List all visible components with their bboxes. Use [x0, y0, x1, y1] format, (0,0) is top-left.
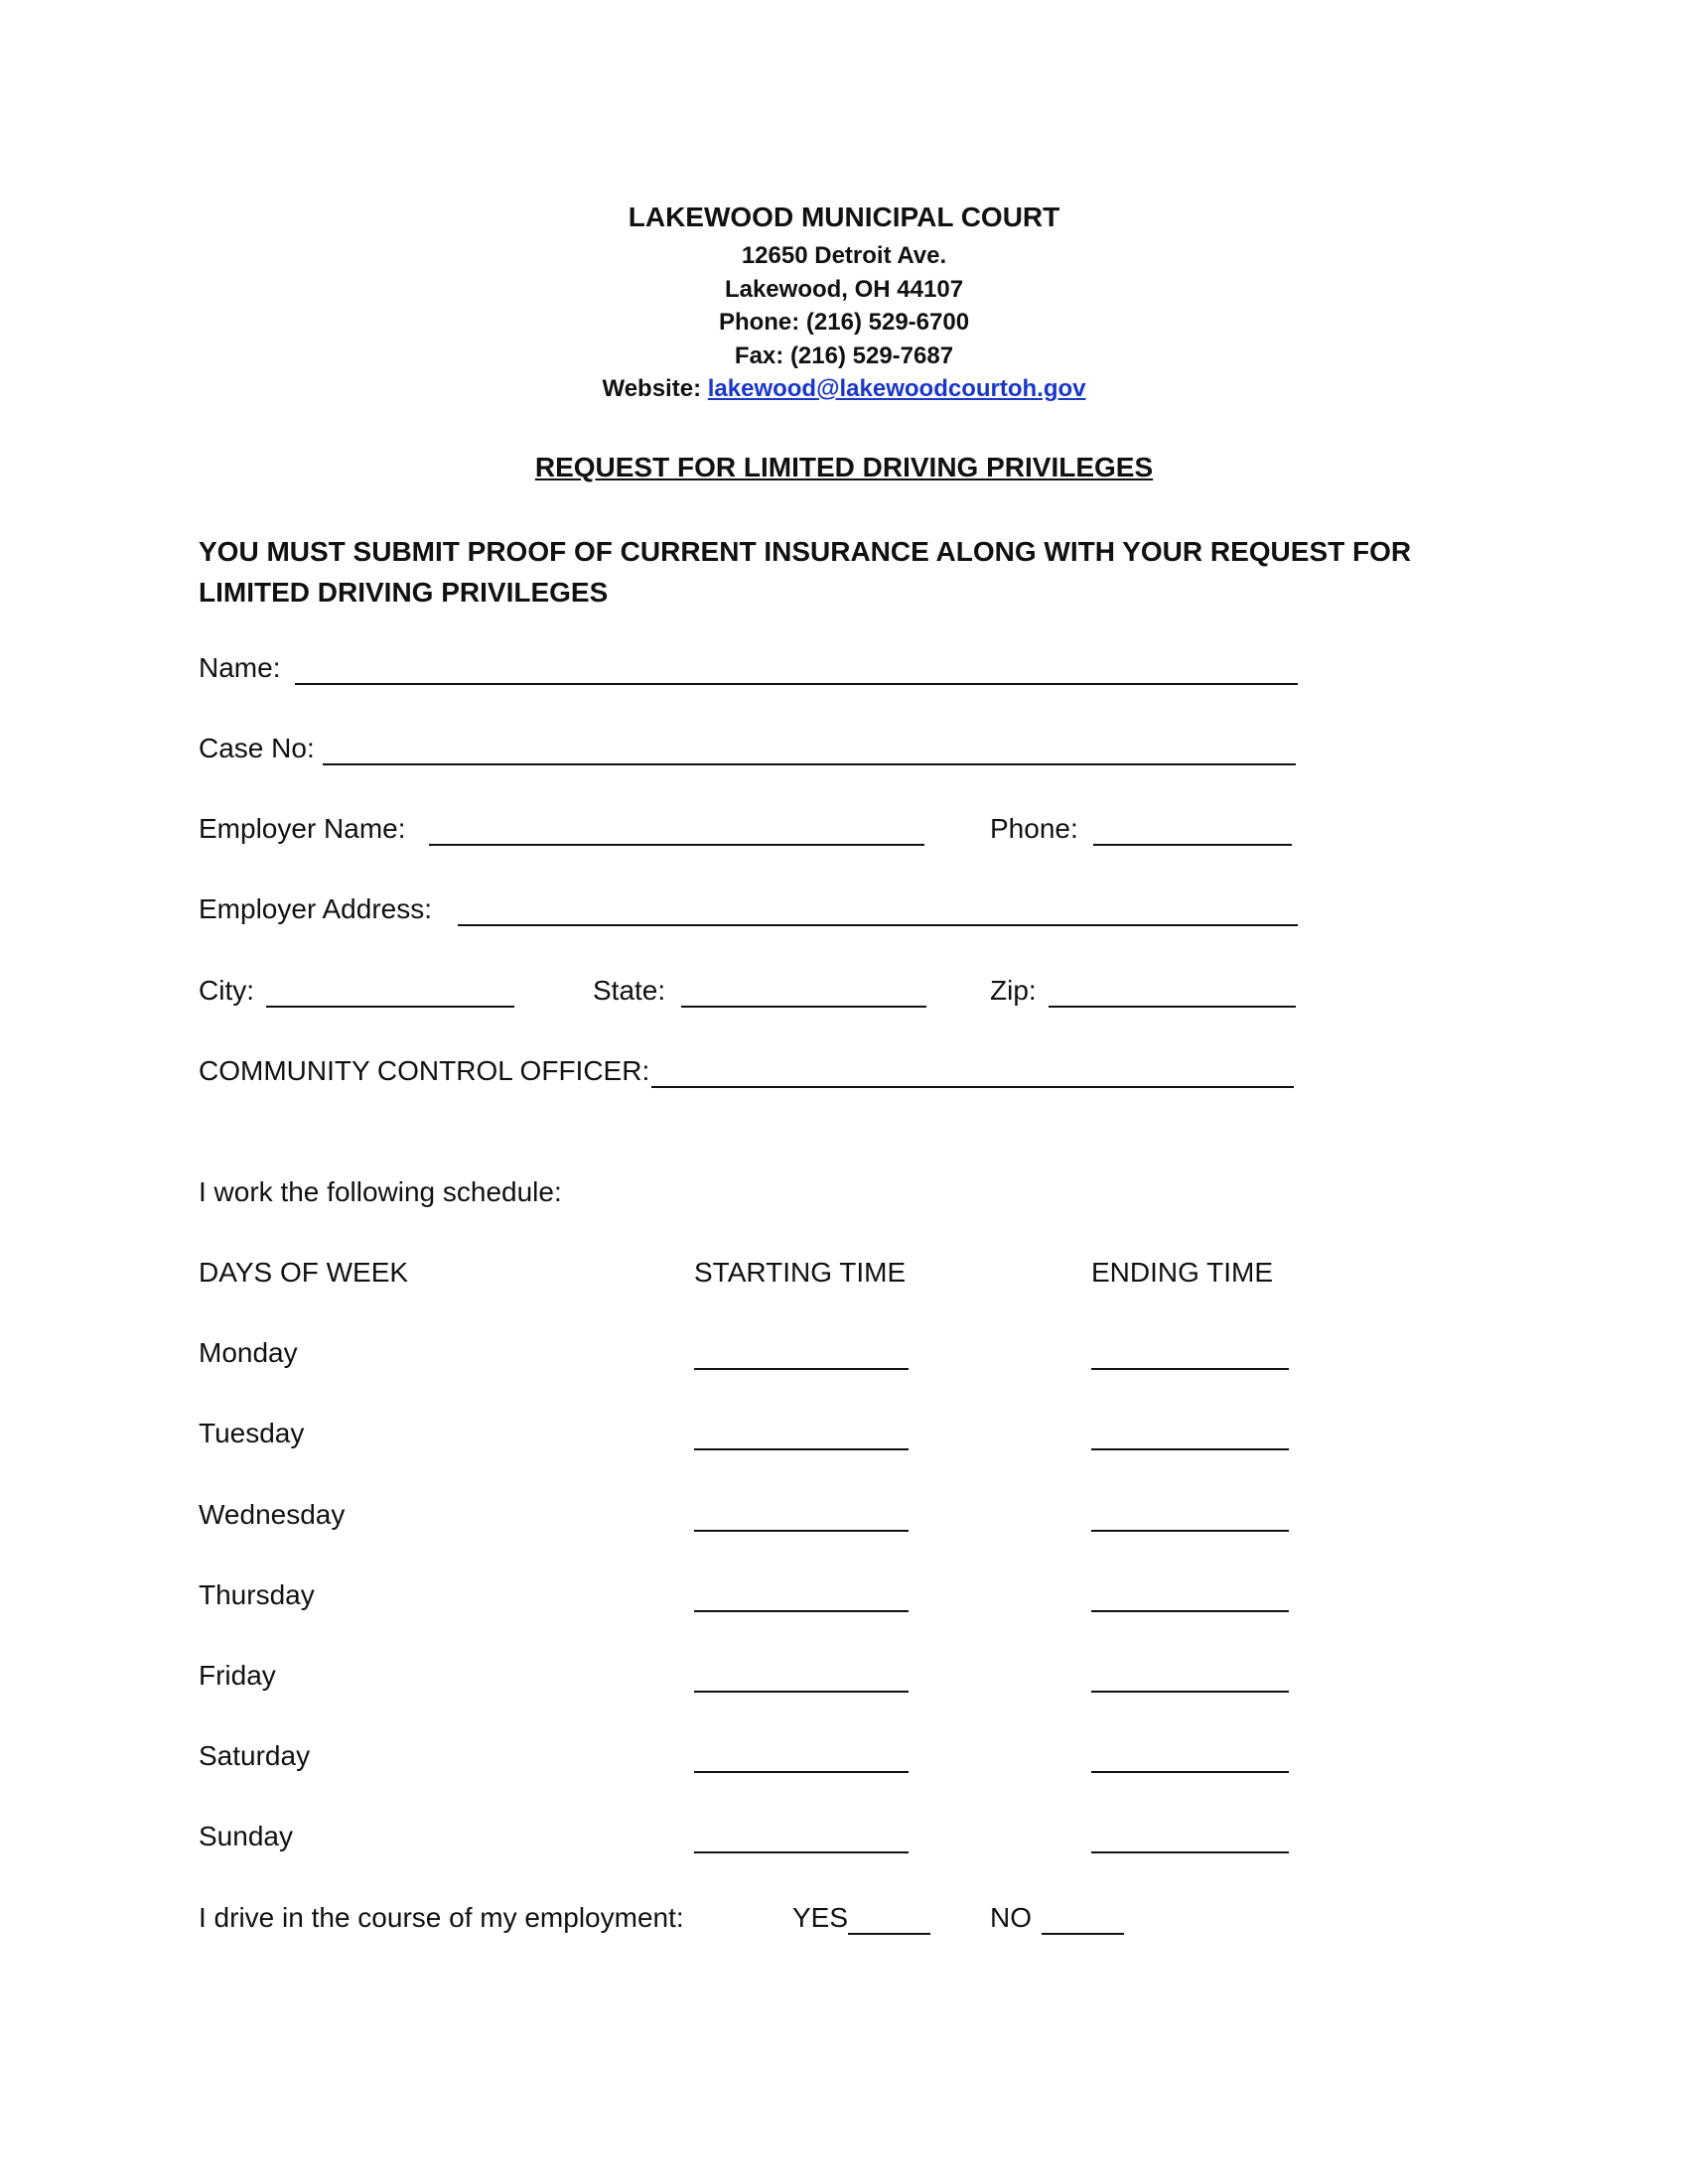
thursday-start-field[interactable] [694, 1610, 909, 1612]
insurance-notice: YOU MUST SUBMIT PROOF OF CURRENT INSURANCE ALONG WITH YOUR REQUEST FOR LIMITED DRIVING PRIVILEGES [199, 536, 1412, 608]
case-no-label: Case No: [199, 733, 315, 763]
name-field[interactable] [295, 683, 1298, 685]
day-label-saturday: Saturday [199, 1740, 311, 1771]
day-label-thursday: Thursday [199, 1579, 315, 1610]
day-label-wednesday: Wednesday [199, 1499, 346, 1530]
employer-name-label: Employer Name: [199, 813, 406, 844]
wednesday-start-field[interactable] [694, 1530, 909, 1532]
saturday-end-field[interactable] [1091, 1771, 1289, 1773]
sunday-end-field[interactable] [1091, 1851, 1289, 1853]
friday-end-field[interactable] [1091, 1691, 1289, 1693]
friday-start-field[interactable] [694, 1691, 909, 1693]
zip-field[interactable] [1049, 1006, 1296, 1008]
employer-address-field[interactable] [458, 924, 1298, 926]
schedule-intro: I work the following schedule: [199, 1176, 562, 1207]
day-label-monday: Monday [199, 1337, 298, 1368]
court-website [0, 375, 1688, 403]
monday-start-field[interactable] [694, 1368, 909, 1370]
court-fax: Fax: (216) 529-7687 [734, 342, 954, 369]
court-phone: Phone: (216) 529-6700 [718, 309, 970, 336]
community-control-officer-field[interactable] [651, 1086, 1294, 1088]
state-field[interactable] [681, 1006, 926, 1008]
start-time-header: STARTING TIME [694, 1257, 907, 1288]
yes-label: YES [792, 1902, 849, 1933]
day-label-friday: Friday [199, 1660, 276, 1691]
city-label: City: [199, 975, 254, 1006]
yes-field[interactable] [848, 1933, 930, 1935]
days-header: DAYS OF WEEK [199, 1257, 409, 1288]
address-line1: 12650 Detroit Ave. [741, 242, 947, 269]
no-label: NO [990, 1902, 1032, 1933]
case-no-field[interactable] [323, 763, 1296, 765]
end-time-header: ENDING TIME [1091, 1257, 1274, 1288]
saturday-start-field[interactable] [694, 1771, 909, 1773]
address-line2: Lakewood, OH 44107 [724, 276, 964, 303]
court-name: LAKEWOOD MUNICIPAL COURT [628, 202, 1060, 232]
tuesday-end-field[interactable] [1091, 1448, 1289, 1450]
community-control-officer-label: COMMUNITY CONTROL OFFICER: [199, 1055, 650, 1086]
tuesday-start-field[interactable] [694, 1448, 909, 1450]
zip-label: Zip: [990, 975, 1037, 1006]
website-label: Website: [602, 375, 708, 402]
monday-end-field[interactable] [1091, 1368, 1289, 1370]
website-link[interactable]: lakewood@lakewoodcourtoh.gov [707, 375, 1086, 402]
employer-phone-field[interactable] [1093, 844, 1292, 846]
day-label-tuesday: Tuesday [199, 1418, 305, 1448]
no-field[interactable] [1042, 1933, 1124, 1935]
sunday-start-field[interactable] [694, 1851, 909, 1853]
name-label: Name: [199, 652, 281, 683]
employer-phone-label: Phone: [990, 813, 1078, 844]
state-label: State: [593, 975, 666, 1006]
wednesday-end-field[interactable] [1091, 1530, 1289, 1532]
employer-name-field[interactable] [429, 844, 924, 846]
thursday-end-field[interactable] [1091, 1610, 1289, 1612]
day-label-sunday: Sunday [199, 1821, 293, 1851]
employment-driving-question: I drive in the course of my employment: [199, 1902, 684, 1933]
form-title: REQUEST FOR LIMITED DRIVING PRIVILEGES [534, 452, 1154, 482]
city-field[interactable] [266, 1006, 514, 1008]
employer-address-label: Employer Address: [199, 893, 432, 924]
